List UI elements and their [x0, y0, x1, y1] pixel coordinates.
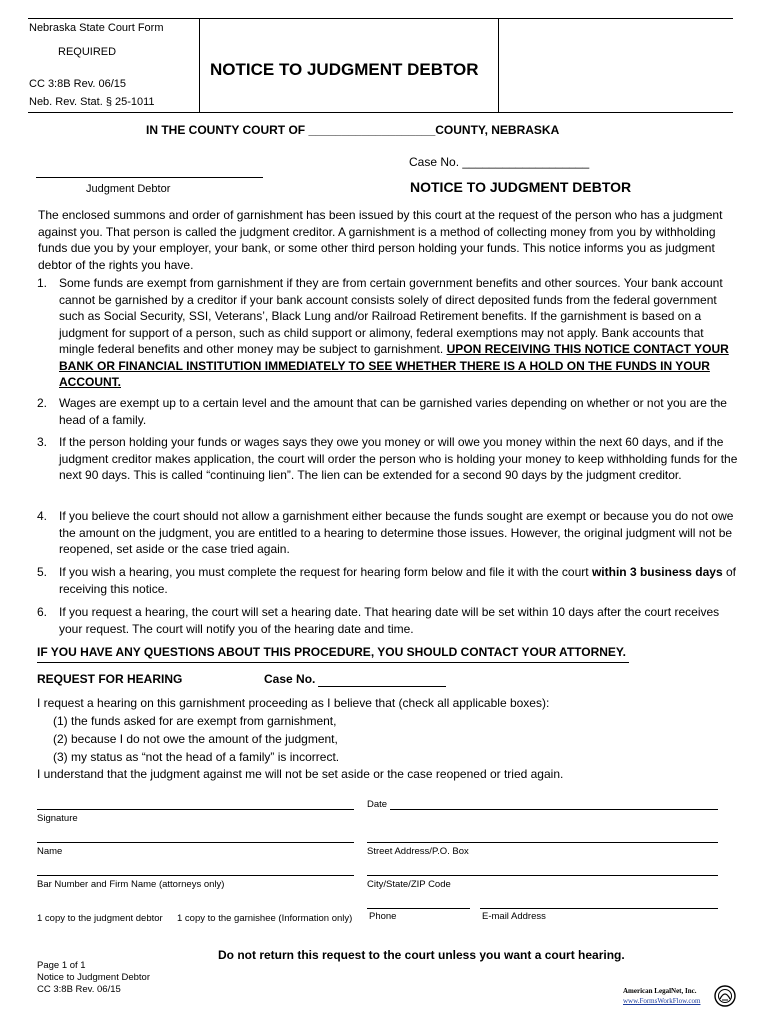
street-line[interactable] [367, 842, 718, 843]
signature-label: Signature [37, 813, 78, 824]
option-head-of-family[interactable]: (3) my status as “not the head of a family” is incorrect. [53, 750, 340, 764]
name-line[interactable] [37, 842, 354, 843]
questions-notice: IF YOU HAVE ANY QUESTIONS ABOUT THIS PROCEDURE, YOU SHOULD CONTACT YOUR ATTORNEY. [37, 645, 626, 659]
header-divider-right [498, 18, 499, 112]
item-text: Some funds are exempt from garnishment if they are from certain government benefits and other sources. Your bank account cannot be garnished by a creditor if your bank account consists solely of direct deposited funds from the federal government such as Social Security, SSI, Veterans’, Black Lung and/or Railroad Retirement benefits. If the garnishment is based on a judgment for support of a person, such as child support or alimony, federal exemptions may not apply. Bank accounts that mingle federal benefits and other money may be subject to garnishment. [59, 276, 723, 356]
header-divider-left [199, 18, 200, 112]
copy-debtor: 1 copy to the judgment debtor [37, 913, 163, 924]
notice-title: NOTICE TO JUDGMENT DEBTOR [410, 179, 632, 195]
item-text: If you request a hearing, the court will set a hearing date. That hearing date will be set within 10 days after the court receives your request. The court will notify you of the hearing date and time. [59, 605, 720, 636]
request-lead: I request a hearing on this garnishment proceeding as I believe that (check all applicable boxes): [37, 696, 550, 710]
city-state-zip-label: City/State/ZIP Code [367, 879, 451, 890]
publisher-logo [617, 984, 737, 1010]
request-case-no-line[interactable] [318, 686, 446, 687]
required-label: REQUIRED [58, 46, 117, 58]
date-line[interactable] [390, 809, 718, 810]
email-line[interactable] [480, 908, 718, 909]
item-text: If the person holding your funds or wages says they owe you money or will owe you money within the next 60 days, and if the judgment creditor makes application, the court will order the person who is holding your money to keep withholding funds for the next 90 days. This is called “continuing lien”. The lien can be extended for a second 90 days by the judgment creditor. [59, 435, 738, 482]
bar-number-label: Bar Number and Firm Name (attorneys only) [37, 879, 225, 890]
request-case-no: Case No. [264, 672, 316, 686]
case-number: Case No. ___________________ [409, 155, 590, 169]
court-line: IN THE COUNTY COURT OF ___________________COUNTY, NEBRASKA [146, 123, 560, 137]
option-not-owed[interactable]: (2) because I do not owe the amount of the judgment, [53, 732, 338, 746]
item-number: 6. [37, 605, 48, 619]
copy-garnishee: 1 copy to the garnishee (Information only) [177, 913, 353, 924]
item-text: If you believe the court should not allow a garnishment either because the funds sought are exempt or because you do not owe the amount on the judgment, you are entitled to a hearing to determine those issues. However, the original judgment will not be reopened, set aside or the case tried again. [59, 509, 734, 556]
intro-paragraph: The enclosed summons and order of garnishment has been issued by this court at the request of the person who has a judgment against you. That person is called the judgment creditor. A garnishment is a method of collecting money from you by withholding funds due you by your employer, your bank, or some other third person holding your funds. This notice informs you as judgment debtor of the rights you have. [38, 208, 723, 272]
request-heading: REQUEST FOR HEARING [37, 672, 183, 686]
item-bold-deadline: within 3 business days [591, 565, 723, 579]
item-text: Wages are exempt up to a certain level and the amount that can be garnished varies depending on whether or not you are the head of a family. [59, 396, 727, 427]
form-source: Nebraska State Court Form [29, 22, 164, 34]
judgment-debtor-label: Judgment Debtor [86, 183, 171, 195]
street-label: Street Address/P.O. Box [367, 846, 469, 857]
section-divider [37, 662, 629, 663]
publisher-website[interactable]: www.FormsWorkFlow.com [623, 997, 701, 1005]
header-top-rule [28, 18, 733, 19]
option-exempt[interactable]: (1) the funds asked for are exempt from garnishment, [53, 714, 337, 728]
header-bottom-rule [28, 112, 733, 113]
footer-warning: Do not return this request to the court unless you want a court hearing. [218, 948, 625, 962]
item-number: 4. [37, 509, 48, 523]
bar-number-line[interactable] [37, 875, 354, 876]
debtor-name-line [36, 177, 263, 178]
item-text-after: of receiving this notice. [59, 565, 737, 596]
publisher-name: American LegalNet, Inc. [623, 987, 697, 995]
item-number: 5. [37, 565, 48, 579]
footer-form-number: CC 3:8B Rev. 06/15 [37, 984, 121, 995]
understand-statement: I understand that the judgment against me will not be set aside or the case reopened or tried again. [37, 767, 564, 781]
signature-line[interactable] [37, 809, 354, 810]
item-number: 3. [37, 435, 48, 449]
footer-doc-name: Notice to Judgment Debtor [37, 972, 151, 983]
phone-label: Phone [369, 911, 397, 922]
footer-page: Page 1 of 1 [37, 960, 86, 971]
statute: Neb. Rev. Stat. § 25-1011 [29, 96, 155, 108]
item-number: 2. [37, 396, 48, 410]
form-number: CC 3:8B Rev. 06/15 [29, 78, 127, 90]
phone-line[interactable] [367, 908, 470, 909]
publisher-emblem-icon [714, 984, 736, 1008]
item-text: If you wish a hearing, you must complete the request for hearing form below and file it with the court [59, 565, 592, 579]
date-label: Date [367, 799, 388, 810]
header-title: NOTICE TO JUDGMENT DEBTOR [210, 60, 479, 79]
item-number: 1. [37, 276, 48, 290]
city-state-zip-line[interactable] [367, 875, 718, 876]
email-label: E-mail Address [482, 911, 546, 922]
name-label: Name [37, 846, 63, 857]
item-emphasis: UPON RECEIVING THIS NOTICE CONTACT YOUR BANK OR FINANCIAL INSTITUTION IMMEDIATELY TO SEE WHETHER THERE IS A HOLD ON THE FUNDS IN YOUR ACCOUNT. [59, 342, 729, 389]
